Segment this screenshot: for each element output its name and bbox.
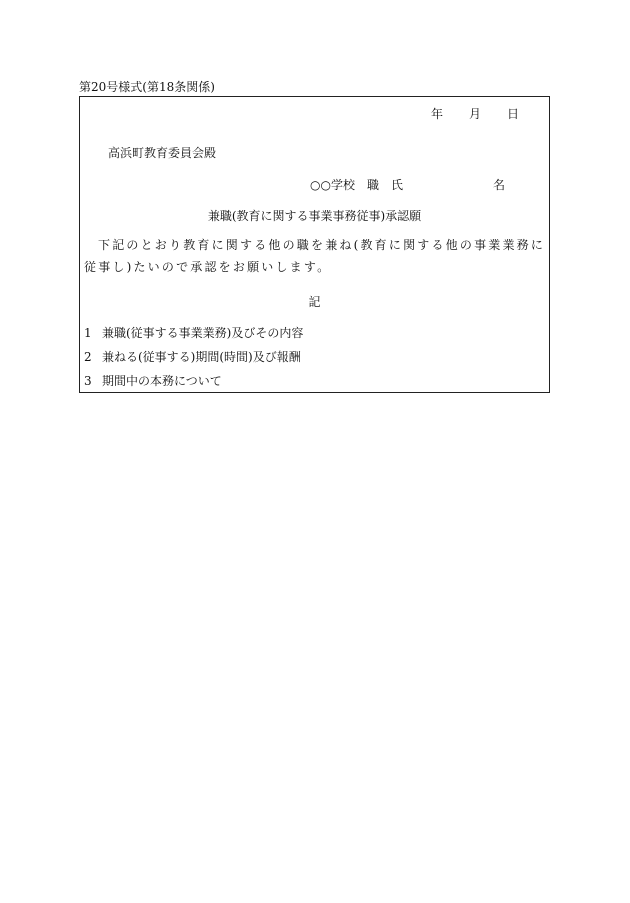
date-year-label: 年 [430,107,443,121]
addressee: 高浜町教育委員会殿 [108,146,217,160]
request-body: 下記のとおり教育に関する他の職を兼ね(教育に関する他の事業業務に従事し)たいので承認をお願いします。 [84,238,546,274]
applicant-school: ○○学校 [310,178,355,192]
list-item [84,350,301,364]
item-number: 3 [84,374,92,388]
list-item [84,374,222,388]
item-number: 1 [84,326,92,340]
application-form [79,96,550,393]
item-number: 2 [84,350,92,364]
applicant-name-prefix: 氏 [390,178,403,192]
applicant-position: 職 [366,178,379,192]
form-number: 第20号様式(第18条関係) [79,80,215,94]
form-title: 兼職(教育に関する事業事務従事)承認願 [207,209,422,223]
applicant-line [310,178,505,192]
date-month-label: 月 [468,107,481,121]
applicant-name-suffix: 名 [492,178,505,192]
date-day-label: 日 [506,107,519,121]
ki-heading: 記 [308,295,321,309]
list-item [84,326,303,340]
item-text: 兼ねる(従事する)期間(時間)及び報酬 [102,350,301,364]
item-text: 期間中の本務について [102,374,222,388]
item-text: 兼職(従事する事業業務)及びその内容 [102,326,304,340]
date-line [431,107,519,121]
